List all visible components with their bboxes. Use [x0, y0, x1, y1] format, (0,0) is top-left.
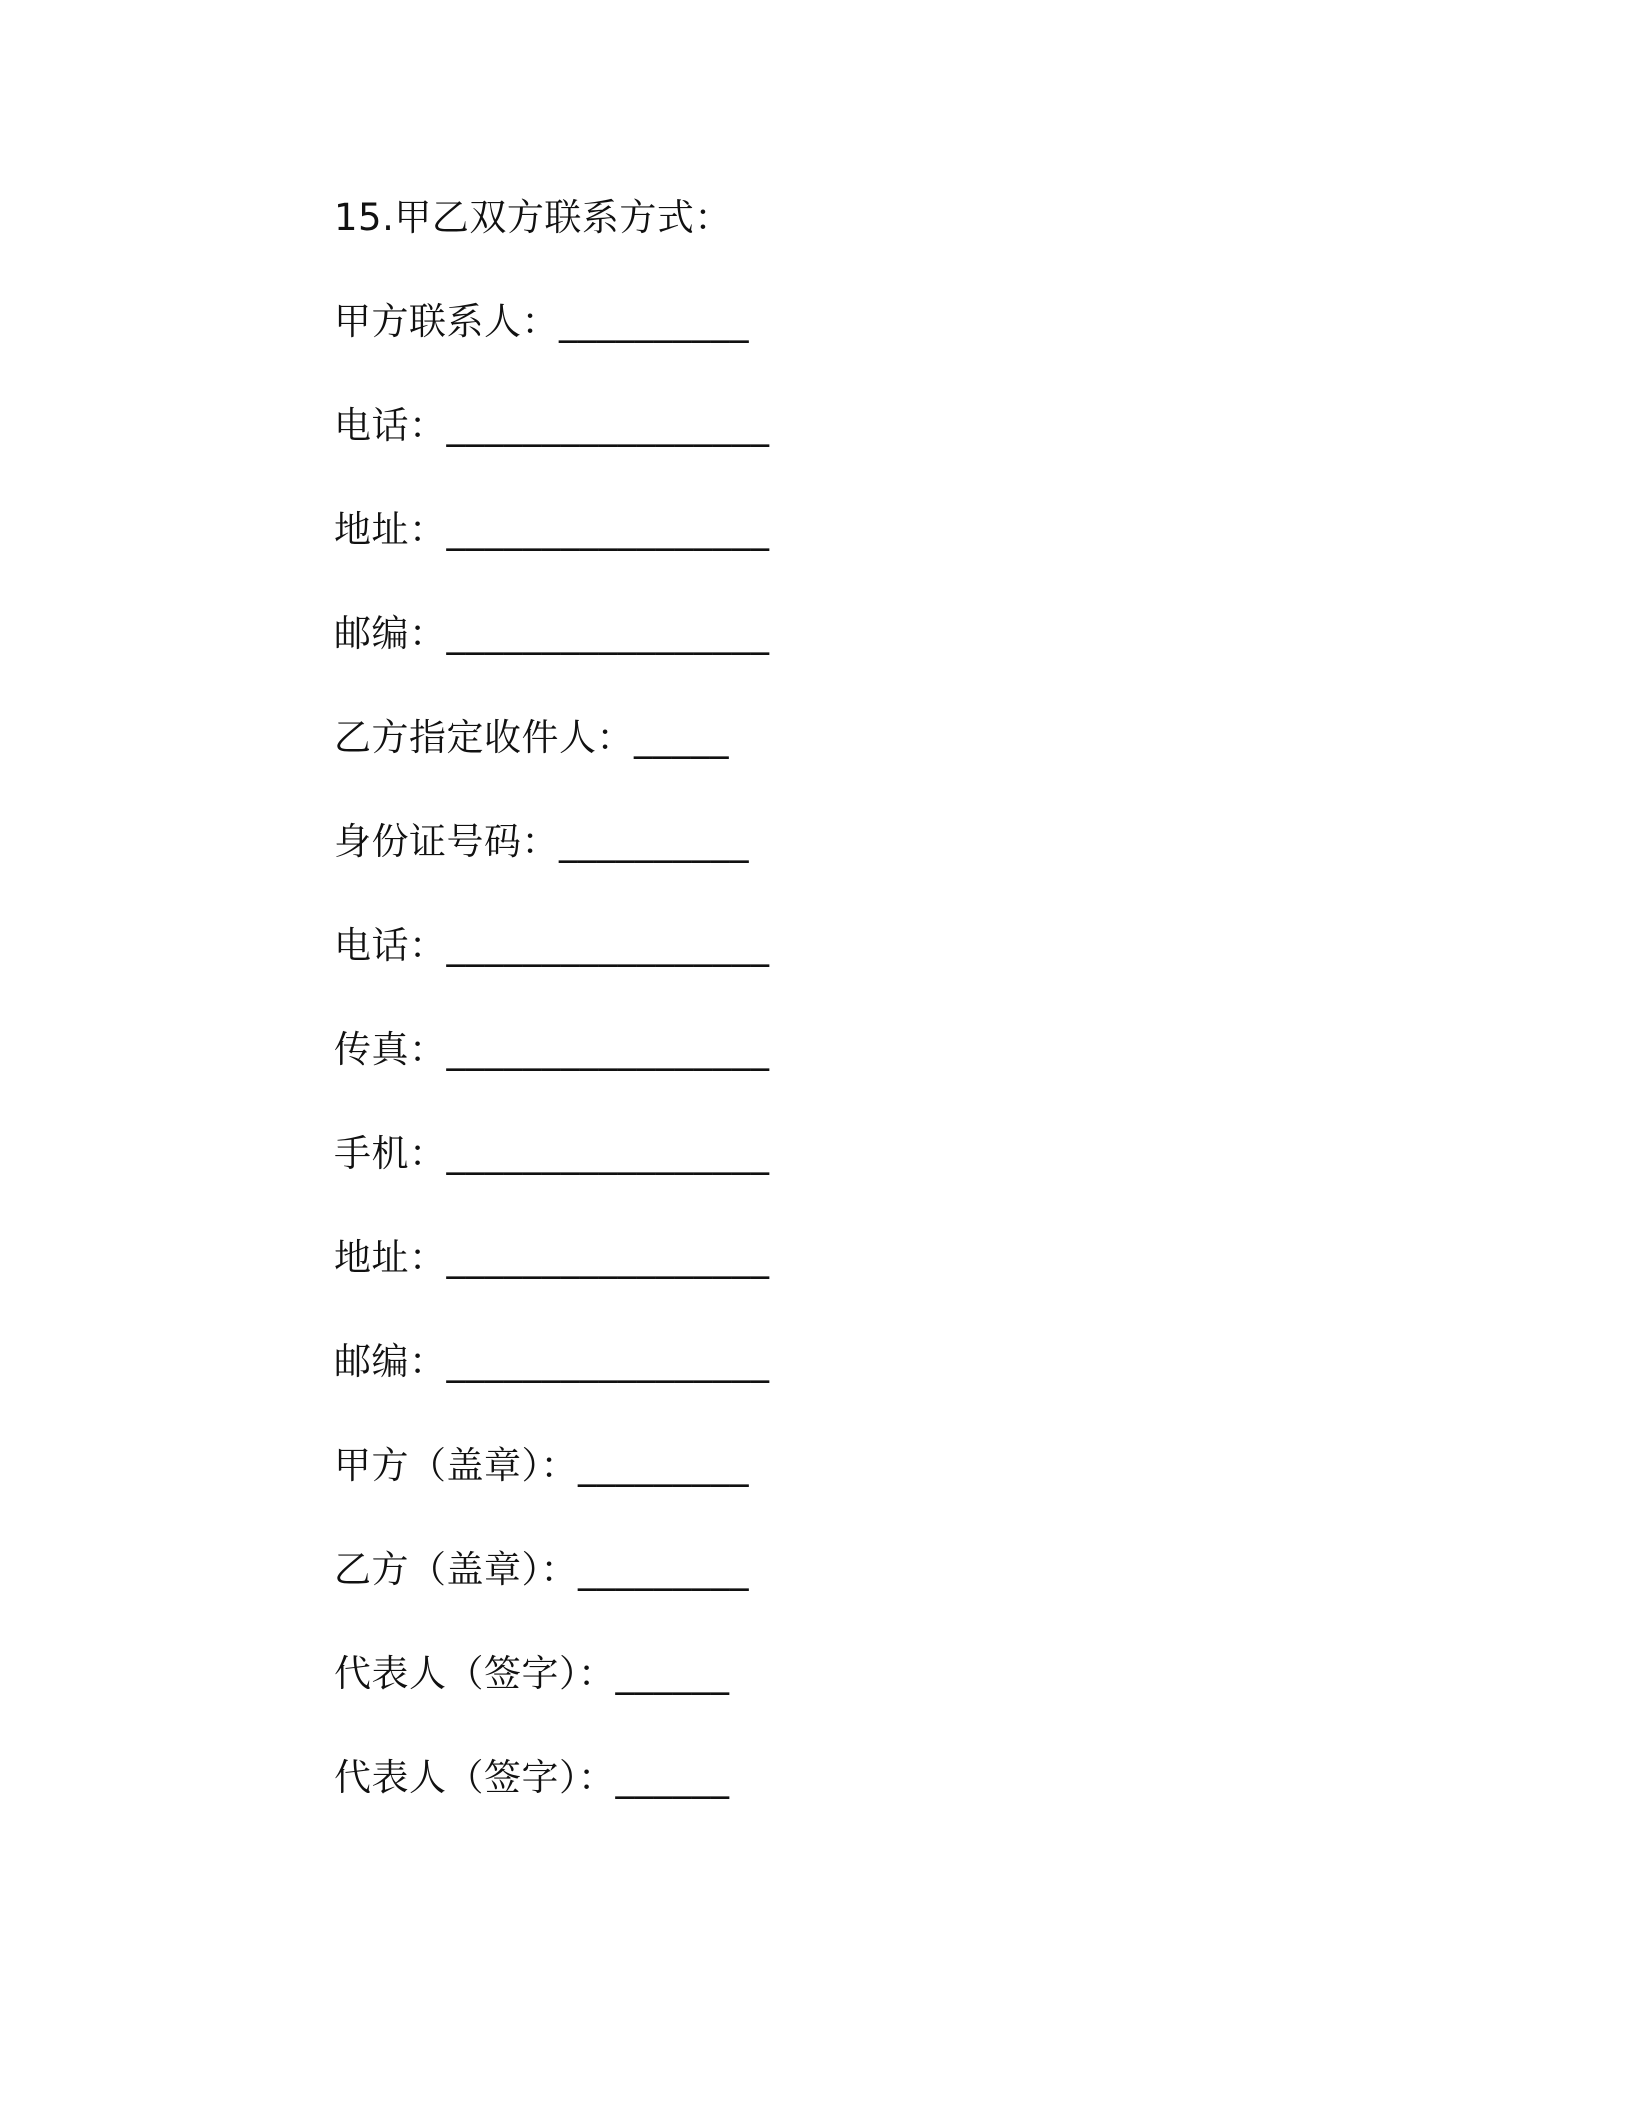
representative-signature-line-2: 代表人（签字）：______: [334, 1756, 730, 1799]
party-b-phone-line: 电话：_________________: [334, 924, 770, 967]
party-a-contact-person-line: 甲方联系人：__________: [334, 300, 749, 343]
party-b-postcode-line: 邮编：_________________: [334, 1340, 770, 1383]
party-a-seal-line: 甲方（盖章）：_________: [334, 1444, 749, 1487]
party-a-address-line: 地址：_________________: [334, 508, 770, 551]
contact-section: [334, 188, 1334, 1852]
section-heading: 15.甲乙双方联系方式：: [334, 196, 732, 239]
representative-signature-line-1: 代表人（签字）：______: [334, 1652, 730, 1695]
party-a-postcode-line: 邮编：_________________: [334, 612, 770, 655]
party-b-id-number-line: 身份证号码：__________: [334, 820, 749, 863]
party-b-address-line: 地址：_________________: [334, 1236, 770, 1279]
party-b-recipient-line: 乙方指定收件人：_____: [334, 716, 729, 759]
party-b-fax-line: 传真：_________________: [334, 1028, 770, 1071]
party-b-seal-line: 乙方（盖章）：_________: [334, 1548, 749, 1591]
party-a-phone-line: 电话：_________________: [334, 404, 770, 447]
party-b-mobile-line: 手机：_________________: [334, 1132, 770, 1175]
